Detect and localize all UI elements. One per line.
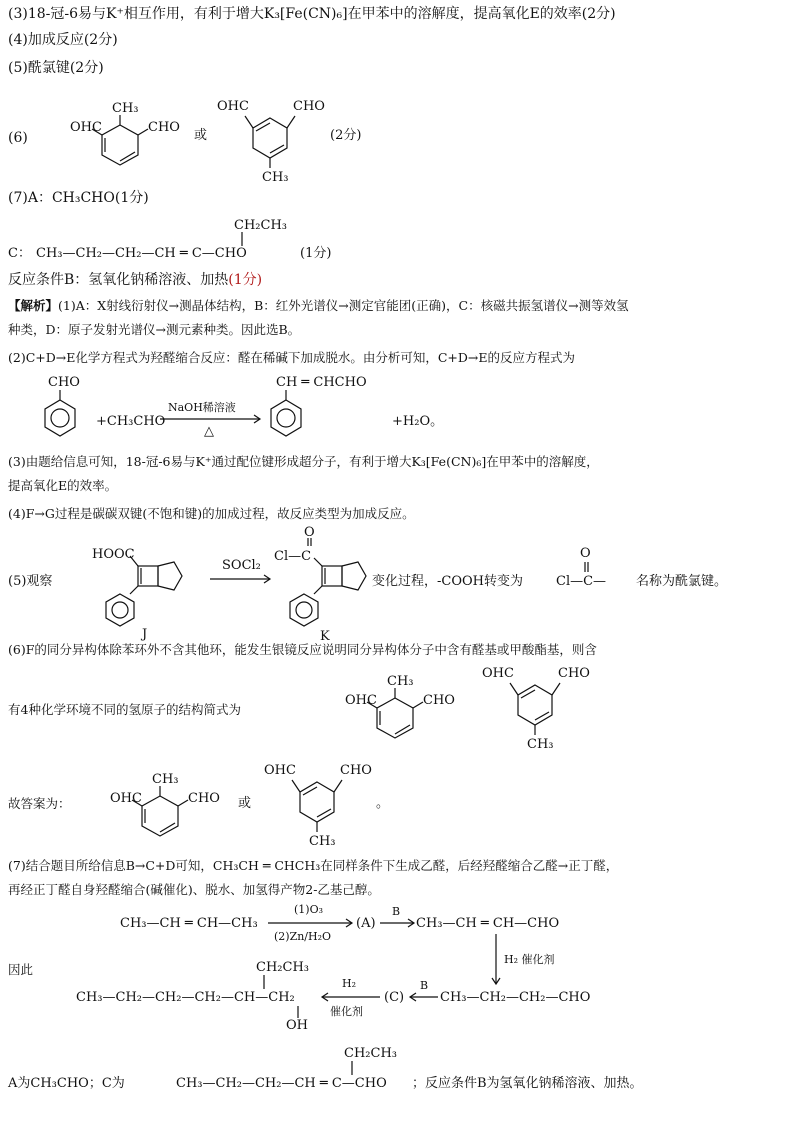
structure-5-methyl-isophthalaldehyde (215, 88, 345, 183)
answer-7-C-formula: CH₃—CH₂—CH₂—CH ═ C—CHO (36, 246, 247, 261)
analysis-7-line-1: (7)结合题目所给信息B→C+D可知，CH₃CH ═ CHCH₃在同样条件下生成乙醛，后经羟醛缩合乙醛→正丁醛， (8, 858, 619, 873)
acetaldehyde-reagent: +CH₃CHO (96, 414, 166, 429)
svg-text:OHC: OHC (345, 693, 377, 708)
reaction-arrow-down (492, 934, 502, 990)
scheme-B-label-2: B (420, 979, 429, 992)
structure-2-methyl-isophthalaldehyde (335, 668, 465, 748)
acyl-chloride-group: Cl—C— (556, 574, 607, 589)
svg-text:CH₃: CH₃ (527, 737, 554, 752)
answer-7-B: 反应条件B：氢氧化钠稀溶液、加热(1分) (8, 272, 263, 288)
carbonyl-oxygen: O (580, 546, 591, 561)
structure-2-methyl-isophthalaldehyde (100, 766, 230, 846)
analysis-7-line-2: 再经正丁醛自身羟醛缩合(碱催化)、脱水、加氢得产物2-乙基己醇。 (8, 882, 380, 897)
svg-text:CH₃: CH₃ (152, 772, 179, 787)
svg-text:OHC: OHC (110, 791, 142, 806)
scheme-C: (C) (384, 990, 405, 1005)
scheme-start: CH₃—CH ═ CH—CH₃ (120, 916, 258, 931)
final-branch: CH₂CH₃ (344, 1046, 397, 1061)
label-K: K (320, 629, 330, 644)
scheme-h2: H₂ (342, 977, 357, 990)
structure-2-methyl-isophthalaldehyde (60, 95, 190, 175)
structure-5-methyl-isophthalaldehyde (262, 752, 392, 847)
answer-7-C-prefix: C： (8, 246, 31, 261)
analysis-6-line-1: (6)F的同分异构体除苯环外不含其他环，能发生银镜反应说明同分异构体分子中含有醛基或甲酸酯基，则含 (8, 642, 597, 657)
analysis-6-or: 或 (238, 796, 252, 811)
analysis-6-line-2: 有4种化学环境不同的氢原子的结构简式为 (8, 702, 241, 717)
label-J: J (142, 627, 148, 642)
scheme-ozone: (1)O₃ (294, 903, 324, 916)
svg-text:CH ═ CHCHO: CH ═ CHCHO (276, 375, 367, 390)
answer-6-or: 或 (194, 128, 208, 143)
cho-label: CHO (148, 120, 180, 135)
answer-6-points: (2分) (330, 128, 362, 143)
analysis-4: (4)F→G过程是碳碳双键(不饱和键)的加成过程，故反应类型为加成反应。 (8, 506, 415, 521)
reaction-arrow (268, 918, 358, 928)
water-product: +H₂O。 (392, 414, 444, 429)
answer-7-B-points: (1分) (228, 272, 263, 288)
ohc-label: OHC (70, 120, 102, 135)
answer-5: (5)酰氯键(2分) (8, 60, 104, 76)
analysis-7-therefore: 因此 (8, 962, 34, 977)
analysis-6-answer: 故答案为： (8, 796, 71, 811)
svg-text:CH₃: CH₃ (387, 674, 414, 689)
scheme-catalyst: 催化剂 (330, 1005, 363, 1018)
reaction-arrow-left (408, 992, 440, 1002)
svg-text:HOOC: HOOC (92, 547, 135, 562)
svg-text:CHO: CHO (188, 791, 220, 806)
scheme-zn: (2)Zn/H₂O (274, 930, 332, 943)
analysis-3-line-2: 提高氧化E的效率。 (8, 478, 118, 493)
scheme-hydrogenation: H₂ 催化剂 (504, 953, 555, 966)
ohc-label: OHC (217, 99, 249, 114)
final-C-formula: CH₃—CH₂—CH₂—CH ═ C—CHO (176, 1076, 387, 1091)
structure-cinnamaldehyde (266, 372, 386, 442)
analysis-5-tail: 名称为酰氯键。 (636, 574, 728, 589)
svg-text:OHC: OHC (264, 763, 296, 778)
analysis-5-lead: (5)观察 (8, 574, 53, 589)
svg-text:O: O (304, 525, 315, 540)
branch-bond (260, 975, 270, 989)
answer-6-number: (6) (8, 130, 28, 146)
branch-bond (238, 232, 248, 246)
answer-4: (4)加成反应(2分) (8, 32, 118, 48)
condition-heat: △ (204, 424, 214, 439)
answer-7-C-branch: CH₂CH₃ (234, 218, 287, 233)
svg-text:CH₃: CH₃ (309, 834, 336, 849)
structure-5-methyl-isophthalaldehyde (480, 655, 610, 750)
carbonyl-double-bond (582, 562, 592, 574)
structure-benzaldehyde (40, 372, 120, 442)
answer-7-A: (7)A：CH₃CHO(1分) (8, 190, 149, 206)
cho-label: CHO (293, 99, 325, 114)
svg-text:CHO: CHO (558, 666, 590, 681)
analysis-1-line-1: 【解析】(1)A：X射线衍射仪→测晶体结构，B：红外光谱仪→测定官能团(正确)，C：核磁共振氢谱仪→测等效氢 (8, 298, 629, 313)
analysis-1-line-2: 种类，D：原子发射光谱仪→测元素种类。因此选B。 (8, 322, 301, 337)
ch3-label: CH₃ (262, 170, 289, 185)
ch3-label: CH₃ (112, 101, 139, 116)
scheme-A: (A) (356, 916, 376, 931)
scheme-ethylhexanol: CH₃—CH₂—CH₂—CH₂—CH—CH₂ (76, 990, 295, 1005)
analysis-3-line-1: (3)由题给信息可知，18-冠-6易与K⁺通过配位键形成超分子，有利于增大K₃[Fe(CN)₆]在甲苯中的溶解度， (8, 454, 599, 469)
svg-text:CHO: CHO (340, 763, 372, 778)
scheme-B-label: B (392, 905, 401, 918)
reaction-arrow-left (320, 992, 382, 1002)
reaction-arrow (160, 414, 270, 424)
scheme-butenal: CH₃—CH ═ CH—CHO (416, 916, 560, 931)
answer-7-C-points: (1分) (300, 246, 332, 261)
final-condition: ；反应条件B为氢氧化钠稀溶液、加热。 (412, 1076, 643, 1091)
analysis-5-text: 变化过程，-COOH转变为 (372, 574, 523, 589)
condition-naoh: NaOH稀溶液 (168, 401, 236, 414)
scheme-oh: OH (286, 1018, 308, 1033)
svg-text:CHO: CHO (48, 375, 80, 390)
final-A: A为CH₃CHO；C为 (8, 1076, 125, 1091)
structure-J (90, 530, 210, 642)
analysis-2: (2)C+D→E化学方程式为羟醛缩合反应：醛在稀碱下加成脱水。由分析可知，C+D→E的反应方程式为 (8, 350, 576, 365)
scheme-ethyl-branch: CH₂CH₃ (256, 960, 309, 975)
answer-3: (3)18-冠-6易与K⁺相互作用，有利于增大K₃[Fe(CN)₆]在甲苯中的溶解度，提高氧化E的效率(2分) (8, 6, 616, 22)
svg-text:CHO: CHO (423, 693, 455, 708)
analysis-6-end: 。 (376, 796, 390, 811)
svg-text:Cl—C: Cl—C (274, 549, 312, 564)
reagent-socl2: SOCl₂ (222, 558, 261, 573)
svg-text:OHC: OHC (482, 666, 514, 681)
branch-bond (348, 1061, 358, 1075)
scheme-butanal: CH₃—CH₂—CH₂—CHO (440, 990, 591, 1005)
reaction-arrow (380, 918, 420, 928)
